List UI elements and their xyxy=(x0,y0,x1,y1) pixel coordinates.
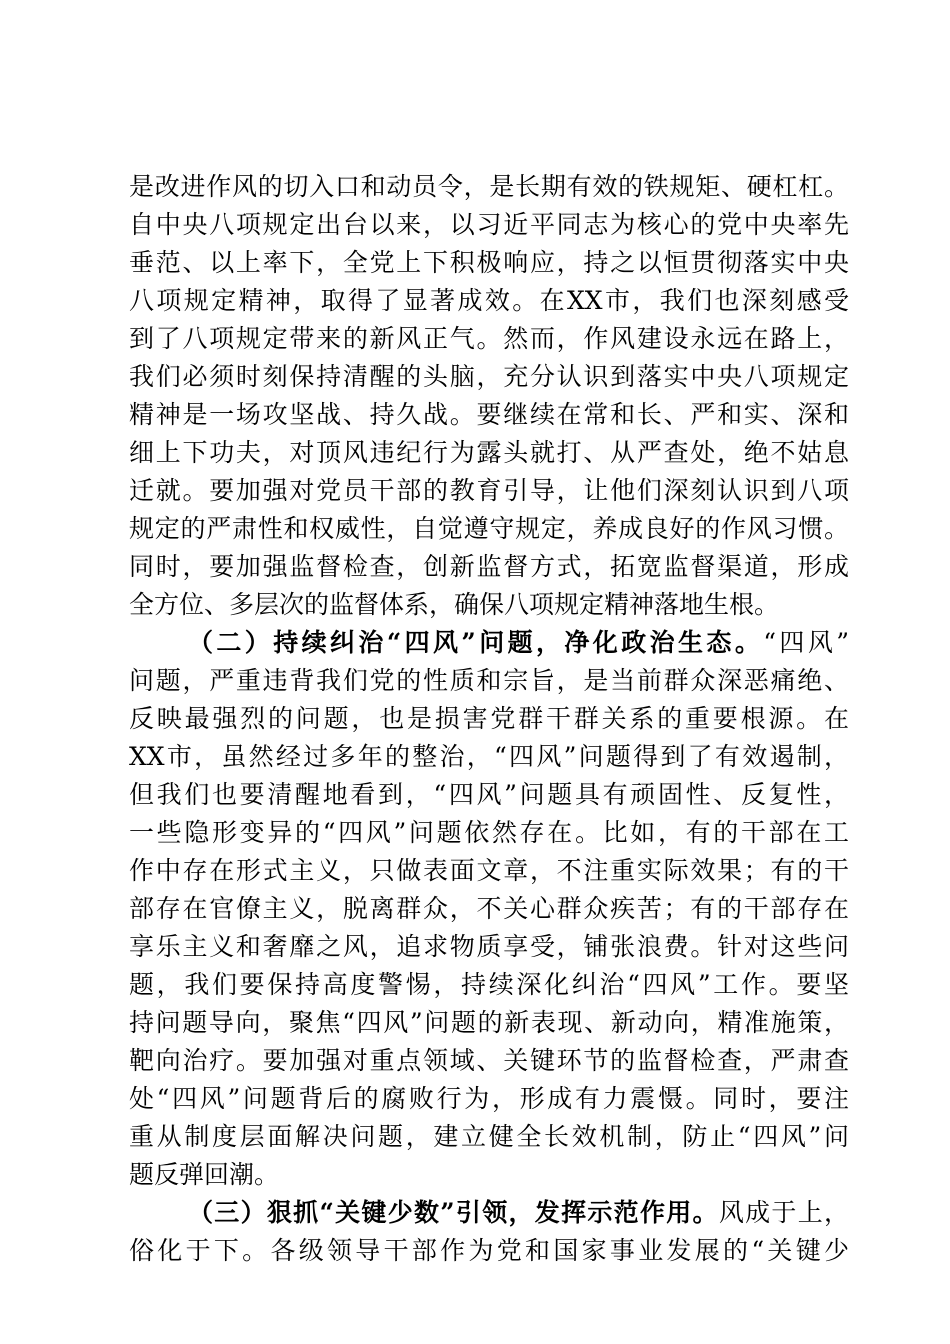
body-text-line: 反映最强烈的问题，也是损害党群干群关系的重要根源。在 xyxy=(129,704,849,733)
body-text-line: 细上下功夫，对顶风违纪行为露头就打、从严查处，绝不姑息 xyxy=(129,438,849,467)
body-text-run: 风成于上， xyxy=(718,1198,849,1227)
body-text-line: 题，我们要保持高度警惕，持续深化纠治“四风”工作。要坚 xyxy=(129,970,849,999)
body-text-line: 迁就。要加强对党员干部的教育引导，让他们深刻认识到八项 xyxy=(129,476,849,505)
body-text-line: 规定的严肃性和权威性，自觉遵守规定，养成良好的作风习惯。 xyxy=(129,514,849,543)
section-heading: （三）狠抓“关键少数”引领，发挥示范作用。 xyxy=(188,1198,719,1227)
body-text-line: 重从制度层面解决问题，建立健全长效机制，防止“四风”问 xyxy=(129,1122,849,1151)
body-text-line: 持问题导向，聚焦“四风”问题的新表现、新动向，精准施策， xyxy=(129,1008,849,1037)
body-text-line: 垂范、以上率下，全党上下积极响应，持之以恒贯彻落实中央 xyxy=(129,248,849,277)
body-text-line: 作中存在形式主义，只做表面文章，不注重实际效果；有的干 xyxy=(129,856,849,885)
body-text-line: 靶向治疗。要加强对重点领域、关键环节的监督检查，严肃查 xyxy=(129,1046,849,1075)
section-heading-line xyxy=(188,1194,849,1232)
body-text-line: 到了八项规定带来的新风正气。然而，作风建设永远在路上， xyxy=(129,324,849,353)
body-text-line: 同时，要加强监督检查，创新监督方式，拓宽监督渠道，形成 xyxy=(129,552,849,581)
body-text-line: 全方位、多层次的监督体系，确保八项规定精神落地生根。 xyxy=(129,590,780,619)
body-text-line: 部存在官僚主义，脱离群众，不关心群众疾苦；有的干部存在 xyxy=(129,894,849,923)
section-heading-line xyxy=(188,624,849,662)
body-text-line: XX市，虽然经过多年的整治，“四风”问题得到了有效遏制， xyxy=(129,742,849,771)
body-text-line: 自中央八项规定出台以来，以习近平同志为核心的党中央率先 xyxy=(129,210,849,239)
body-text-line: 处“四风”问题背后的腐败行为，形成有力震慑。同时，要注 xyxy=(129,1084,849,1113)
body-text-line: 俗化于下。各级领导干部作为党和国家事业发展的“关键少 xyxy=(129,1236,849,1265)
body-text-line: 精神是一场攻坚战、持久战。要继续在常和长、严和实、深和 xyxy=(129,400,849,429)
body-text-line: 是改进作风的切入口和动员令，是长期有效的铁规矩、硬杠杠。 xyxy=(129,172,849,201)
body-text-line: 一些隐形变异的“四风”问题依然存在。比如，有的干部在工 xyxy=(129,818,849,847)
body-text-line: 问题，严重违背我们党的性质和宗旨，是当前群众深恶痛绝、 xyxy=(129,666,849,695)
body-text-line: 享乐主义和奢靡之风，追求物质享受，铺张浪费。针对这些问 xyxy=(129,932,849,961)
section-heading: （二）持续纠治“四风”问题，净化政治生态。 xyxy=(188,628,764,657)
body-text-line: 我们必须时刻保持清醒的头脑，充分认识到落实中央八项规定 xyxy=(129,362,849,391)
body-text-run: “四风” xyxy=(763,628,850,657)
body-text-line: 题反弹回潮。 xyxy=(129,1160,280,1189)
body-text-line: 但我们也要清醒地看到，“四风”问题具有顽固性、反复性， xyxy=(129,780,849,809)
body-text-line: 八项规定精神，取得了显著成效。在XX市，我们也深刻感受 xyxy=(129,286,849,315)
